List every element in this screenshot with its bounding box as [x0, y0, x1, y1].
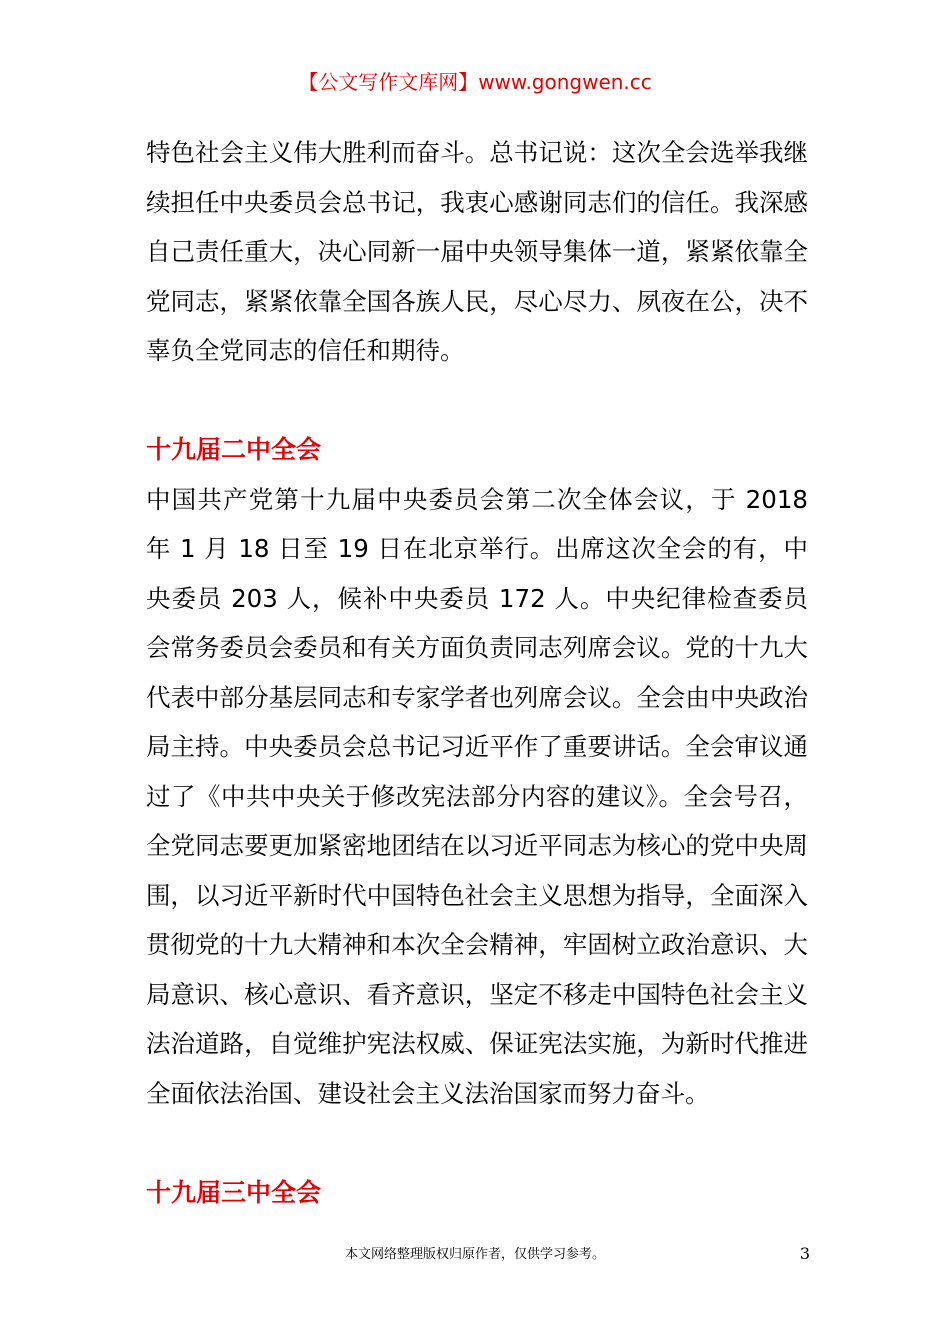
body-paragraph: 特色社会主义伟大胜利而奋斗。总书记说：这次全会选举我继续担任中央委员会总书记，我衷心感谢同志们的信任。我深感自己责任重大，决心同新一届中央领导集体一道，紧紧依靠全党同志，紧紧依靠全国各族人民，尽心尽力、夙夜在公，决不辜负全党同志的信任和期待。 — [146, 138, 808, 365]
site-header: 【公文写作文库网】www.gongwen.cc — [298, 70, 652, 94]
copyright-note: 本文网络整理版权归原作者，仅供学习参考。 — [344, 1247, 605, 1262]
page-number: 3 — [799, 1244, 810, 1263]
paragraph-spacer — [146, 1118, 808, 1168]
section-heading: 十九届三中全会 — [146, 1177, 322, 1207]
section-heading: 十九届二中全会 — [146, 435, 322, 464]
paragraph-spacer — [146, 376, 808, 426]
document-body — [146, 128, 808, 1217]
body-paragraph: 中国共产党第十九届中央委员会第二次全体会议，于 2018 年 1 月 18 日至 19 日在北京举行。出席这次全会的有，中央委员 203 人，候补中央委员 172 人。中央纪律检查委员会常务委员会委员和有关方面负责同志列席会议。党的十九大代表中部分基层同志和专家学者也列席会议。全会由中央政治局主持。中央委员会总书记习近平作了重要讲话。全会审议通过了《中共中央关于修改宪法部分内容的建议》。全会号召，全党同志要更加紧密地团结在以习近平同志为核心的党中央周围，以习近平新时代中国特色社会主义思想为指导，全面深入贯彻党的十九大精神和本次全会精神，牢固树立政治意识、大局意识、核心意识、看齐意识，坚定不移走中国特色社会主义法治道路，自觉维护宪法权威、保证宪法实施，为新时代推进全面依法治国、建设社会主义法治国家而努力奋斗。 — [146, 484, 808, 1108]
